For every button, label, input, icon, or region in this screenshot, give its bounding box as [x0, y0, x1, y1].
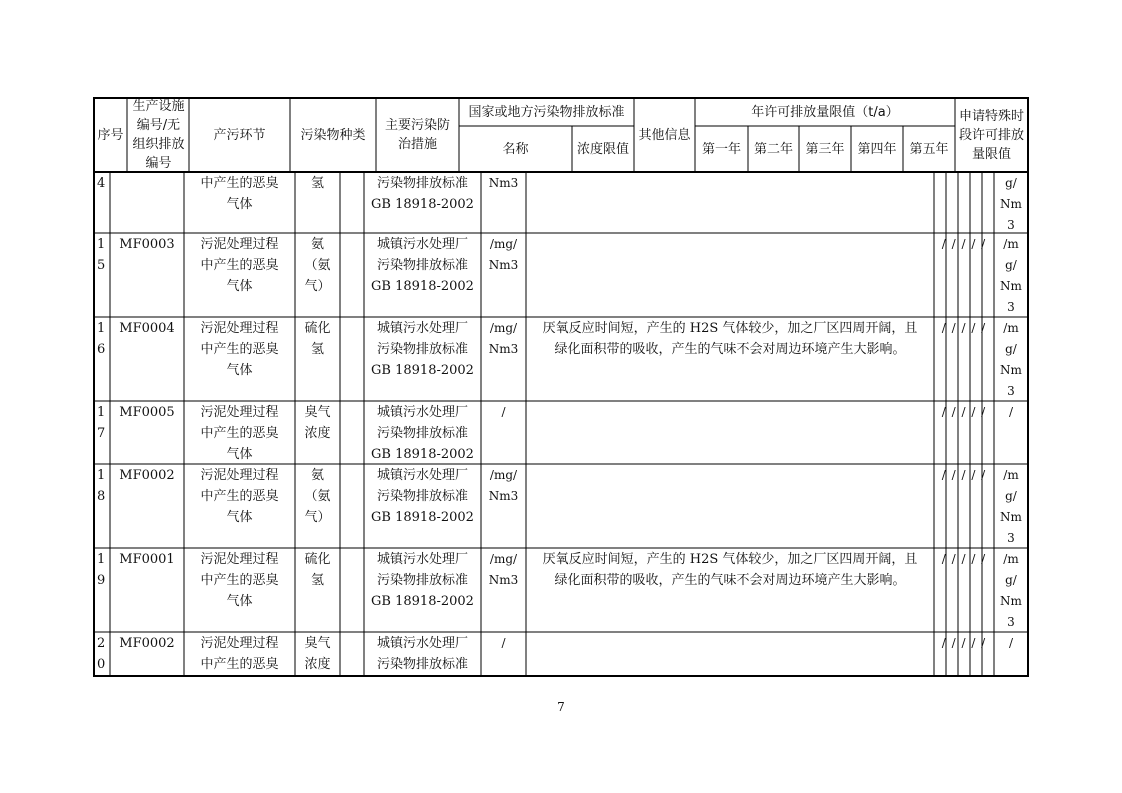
- cell-special: /m g/ Nm 3: [1000, 321, 1022, 398]
- header-std-limit: 浓度限值: [576, 141, 629, 157]
- cell-facility: MF0004: [119, 321, 175, 336]
- cell-measures: 城镇污水处理厂 污染物排放标准: [376, 636, 468, 672]
- cell-facility: MF0001: [119, 552, 175, 567]
- cell-special: /: [1008, 405, 1014, 419]
- cell-facility: [110, 173, 184, 232]
- cell-process: 污泥处理过程 中产生的恶臭 气体: [200, 237, 279, 294]
- cell-limit: Nm3: [488, 176, 519, 190]
- cell-pollutant: 臭气 浓度: [304, 405, 331, 441]
- header-std-name: 名称: [502, 141, 529, 157]
- cell-special: g/ Nm 3: [1000, 176, 1022, 232]
- cell-seq: 2 0: [97, 636, 106, 672]
- cell-process: 污泥处理过程 中产生的恶臭 气体: [200, 552, 279, 609]
- cell-seq: 1 6: [97, 321, 106, 357]
- header-pollutant: 污染物种类: [300, 127, 366, 143]
- cell-facility: MF0002: [119, 636, 175, 651]
- cell-pollutant: 氢: [310, 176, 324, 191]
- header-seq: 序号: [97, 127, 124, 143]
- cell-seq: 1 5: [97, 237, 106, 273]
- cell-process: 污泥处理过程 中产生的恶臭: [200, 636, 279, 672]
- cell-pollutant: 臭气 浓度: [304, 636, 331, 672]
- header-measures: 主要污染防治措施: [384, 118, 450, 152]
- cell-measures: 城镇污水处理厂 污染物排放标准 GB 18918-2002: [371, 321, 474, 378]
- cell-limit: /: [501, 405, 506, 419]
- header-special: 申请特殊时段许可排放量限值: [958, 108, 1024, 162]
- cell-limit: /mg/ Nm3: [488, 468, 519, 503]
- cell-measures: 城镇污水处理厂 污染物排放标准 GB 18918-2002: [371, 468, 474, 525]
- cell-other: [526, 633, 934, 675]
- cell-limit: /mg/ Nm3: [488, 321, 519, 356]
- cell-limit: /mg/ Nm3: [488, 237, 519, 272]
- cell-pollutant: 氨 （氨 气）: [304, 237, 331, 294]
- cell-limit: /: [501, 636, 506, 650]
- cell-measures: 城镇污水处理厂 污染物排放标准 GB 18918-2002: [371, 552, 474, 609]
- cell-slashes: [934, 173, 994, 232]
- cell-facility: MF0002: [119, 468, 175, 483]
- cell-slashes: / / / / /: [941, 552, 987, 566]
- cell-pollutant: 硫化 氢: [304, 552, 331, 588]
- cell-other: [526, 465, 934, 547]
- cell-slashes: / / / / /: [941, 636, 987, 650]
- header-year-3: 第三年: [805, 141, 845, 157]
- cell-measures: 污染物排放标准 GB 18918-2002: [371, 176, 474, 212]
- header-other-info: 其他信息: [638, 127, 691, 143]
- cell-pollutant: 氨 （氨 气）: [304, 468, 331, 525]
- cell-facility: MF0003: [119, 237, 175, 252]
- header-year-1: 第一年: [701, 141, 741, 157]
- header-facility-id: 生产设施编号/无组织排放编号: [132, 99, 185, 171]
- cell-other: [526, 173, 934, 232]
- header-process: 产污环节: [213, 127, 266, 143]
- cell-process: 污泥处理过程 中产生的恶臭 气体: [200, 321, 279, 378]
- cell-other: [526, 234, 934, 316]
- cell-other: [526, 402, 934, 463]
- cell-facility: MF0005: [119, 405, 175, 420]
- cell-process: 污泥处理过程 中产生的恶臭 气体: [200, 468, 279, 525]
- cell-special: /: [1008, 636, 1014, 650]
- cell-slashes: / / / / /: [941, 468, 987, 482]
- header-year-5: 第五年: [909, 141, 949, 157]
- cell-seq: 1 8: [97, 468, 106, 504]
- cell-measures: 城镇污水处理厂 污染物排放标准 GB 18918-2002: [371, 237, 474, 294]
- cell-seq: 1 7: [97, 405, 106, 441]
- cell-seq: 4: [97, 176, 106, 191]
- cell-special: /m g/ Nm 3: [1000, 237, 1022, 314]
- header-standard-group: 国家或地方污染物排放标准: [468, 104, 625, 120]
- cell-pollutant: 硫化 氢: [304, 321, 331, 357]
- header-year-4: 第四年: [857, 141, 897, 157]
- cell-limit: /mg/ Nm3: [488, 552, 519, 587]
- cell-special: /m g/ Nm 3: [1000, 468, 1022, 545]
- cell-other: 厌氧反应时间短，产生的 H2S 气体较少，加之厂区四周开阔，且 绿化面积带的吸收，产生的气味不会对周边环境产生大影响。: [542, 552, 918, 588]
- cell-measures: 城镇污水处理厂 污染物排放标准 GB 18918-2002: [371, 405, 474, 462]
- cell-seq: 1 9: [97, 552, 106, 588]
- cell-slashes: / / / / /: [941, 321, 987, 335]
- cell-slashes: / / / / /: [941, 237, 987, 251]
- header-year-2: 第二年: [753, 141, 793, 157]
- cell-process: 污泥处理过程 中产生的恶臭 气体: [200, 405, 279, 462]
- cell-other: 厌氧反应时间短，产生的 H2S 气体较少，加之厂区四周开阔，且 绿化面积带的吸收，产生的气味不会对周边环境产生大影响。: [542, 321, 918, 357]
- page-number: 7: [557, 700, 565, 714]
- cell-special: /m g/ Nm 3: [1000, 552, 1022, 629]
- header-annual-group: 年许可排放量限值（t/a）: [751, 104, 899, 120]
- cell-process: 中产生的恶臭 气体: [200, 176, 279, 212]
- cell-slashes: / / / / /: [941, 405, 987, 419]
